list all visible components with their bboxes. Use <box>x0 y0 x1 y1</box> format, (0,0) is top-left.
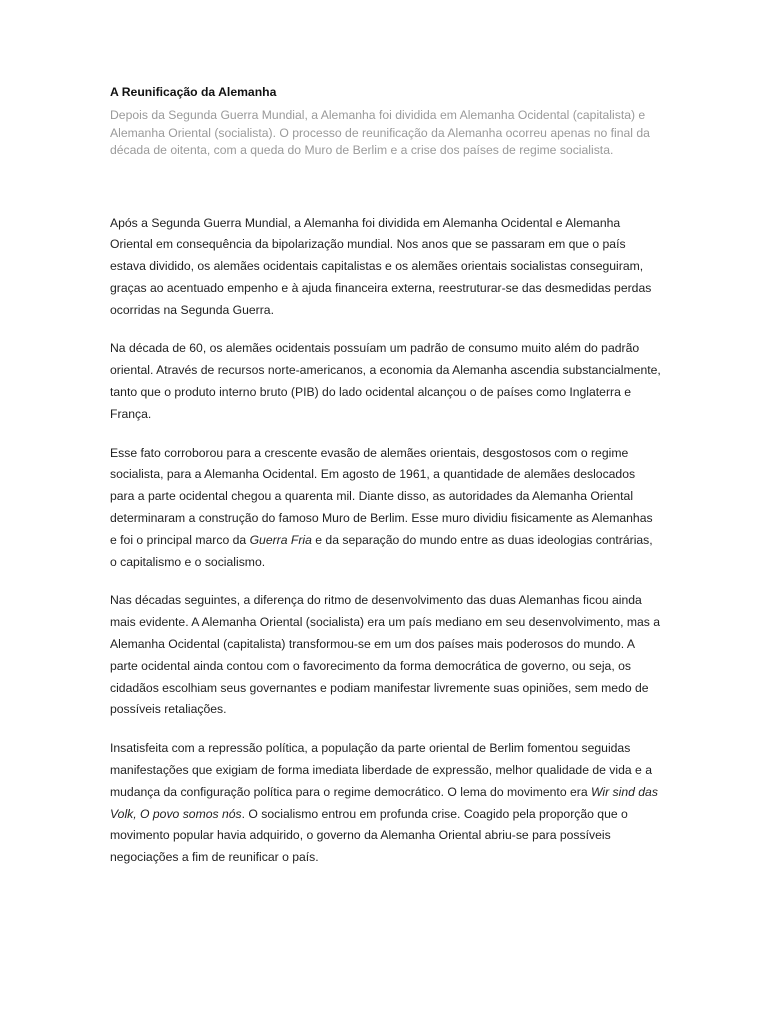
paragraph-3-text-start: Esse fato corroborou para a crescente evasão de alemães orientais, desgostosos com o regime socialista, para a Alemanha Ocidental. Em agosto de 1961, a quantidade de alemães deslocados para a parte ocidental chegou a quarenta mil. Diante disso, as autoridades da Alemanha Oriental determinaram a construção do famoso Muro de Berlim. Esse muro dividiu fisicamente as Alemanhas e foi o principal marco da <box>110 445 653 547</box>
article-body <box>110 213 662 870</box>
paragraph-5 <box>110 738 662 869</box>
paragraph-3-italic-term: Guerra Fria <box>249 532 312 547</box>
paragraph-1: Após a Segunda Guerra Mundial, a Alemanha foi dividida em Alemanha Ocidental e Alemanha Oriental em consequência da bipolarização mundial. Nos anos que se passaram em que o país estava dividido, os alemães ocidentais capitalistas e os alemães orientais socialistas conseguiram, graças ao acentuado empenho e à ajuda financeira externa, reestruturar-se das desmedidas perdas ocorridas na Segunda Guerra. <box>110 215 652 317</box>
article-lead: Depois da Segunda Guerra Mundial, a Alemanha foi dividida em Alemanha Ocidental (capitalista) e Alemanha Oriental (socialista). O processo de reunificação da Alemanha ocorreu apenas no final da década de oitenta, com a queda do Muro de Berlim e a crise dos países de regime socialista. <box>110 108 650 157</box>
paragraph-5-text-end: . O socialismo entrou em profunda crise. Coagido pela proporção que o movimento popular havia adquirido, o governo da Alemanha Oriental abriu-se para possíveis negociações a fim de reunificar o país. <box>110 806 628 865</box>
article-title: A Reunificação da Alemanha <box>110 85 277 99</box>
paragraph-5-text-start: Insatisfeita com a repressão política, a população da parte oriental de Berlim fomentou seguidas manifestações que exigiam de forma imediata liberdade de expressão, melhor qualidade de vida e a mudança da configuração política para o regime democrático. O lema do movimento era <box>110 741 652 799</box>
paragraph-5-italic-motto: Wir sind das Volk, O povo somos nós <box>110 784 658 821</box>
paragraph-3 <box>110 443 662 574</box>
paragraph-2: Na década de 60, os alemães ocidentais possuíam um padrão de consumo muito além do padrão oriental. Através de recursos norte-americanos, a economia da Alemanha ascendia substancialmente, tanto que o produto interno bruto (PIB) do lado ocidental alcançou o de países como Inglaterra e França. <box>110 341 661 421</box>
paragraph-4: Nas décadas seguintes, a diferença do ritmo de desenvolvimento das duas Alemanhas ficou ainda mais evidente. A Alemanha Oriental (socialista) era um país mediano em seu desenvolvimento, mas a Alemanha Ocidental (capitalista) transformou-se em um dos países mais poderosos do mundo. A parte ocidental ainda contou com o favorecimento da forma democrática de governo, ou seja, os cidadãos escolhiam seus governantes e podiam manifestar livremente suas opiniões, sem medo de possíveis retaliações. <box>110 593 661 717</box>
paragraph-3-text-end: e da separação do mundo entre as duas ideologias contrárias, o capitalismo e o socialismo. <box>110 532 653 569</box>
document-page <box>110 84 662 886</box>
